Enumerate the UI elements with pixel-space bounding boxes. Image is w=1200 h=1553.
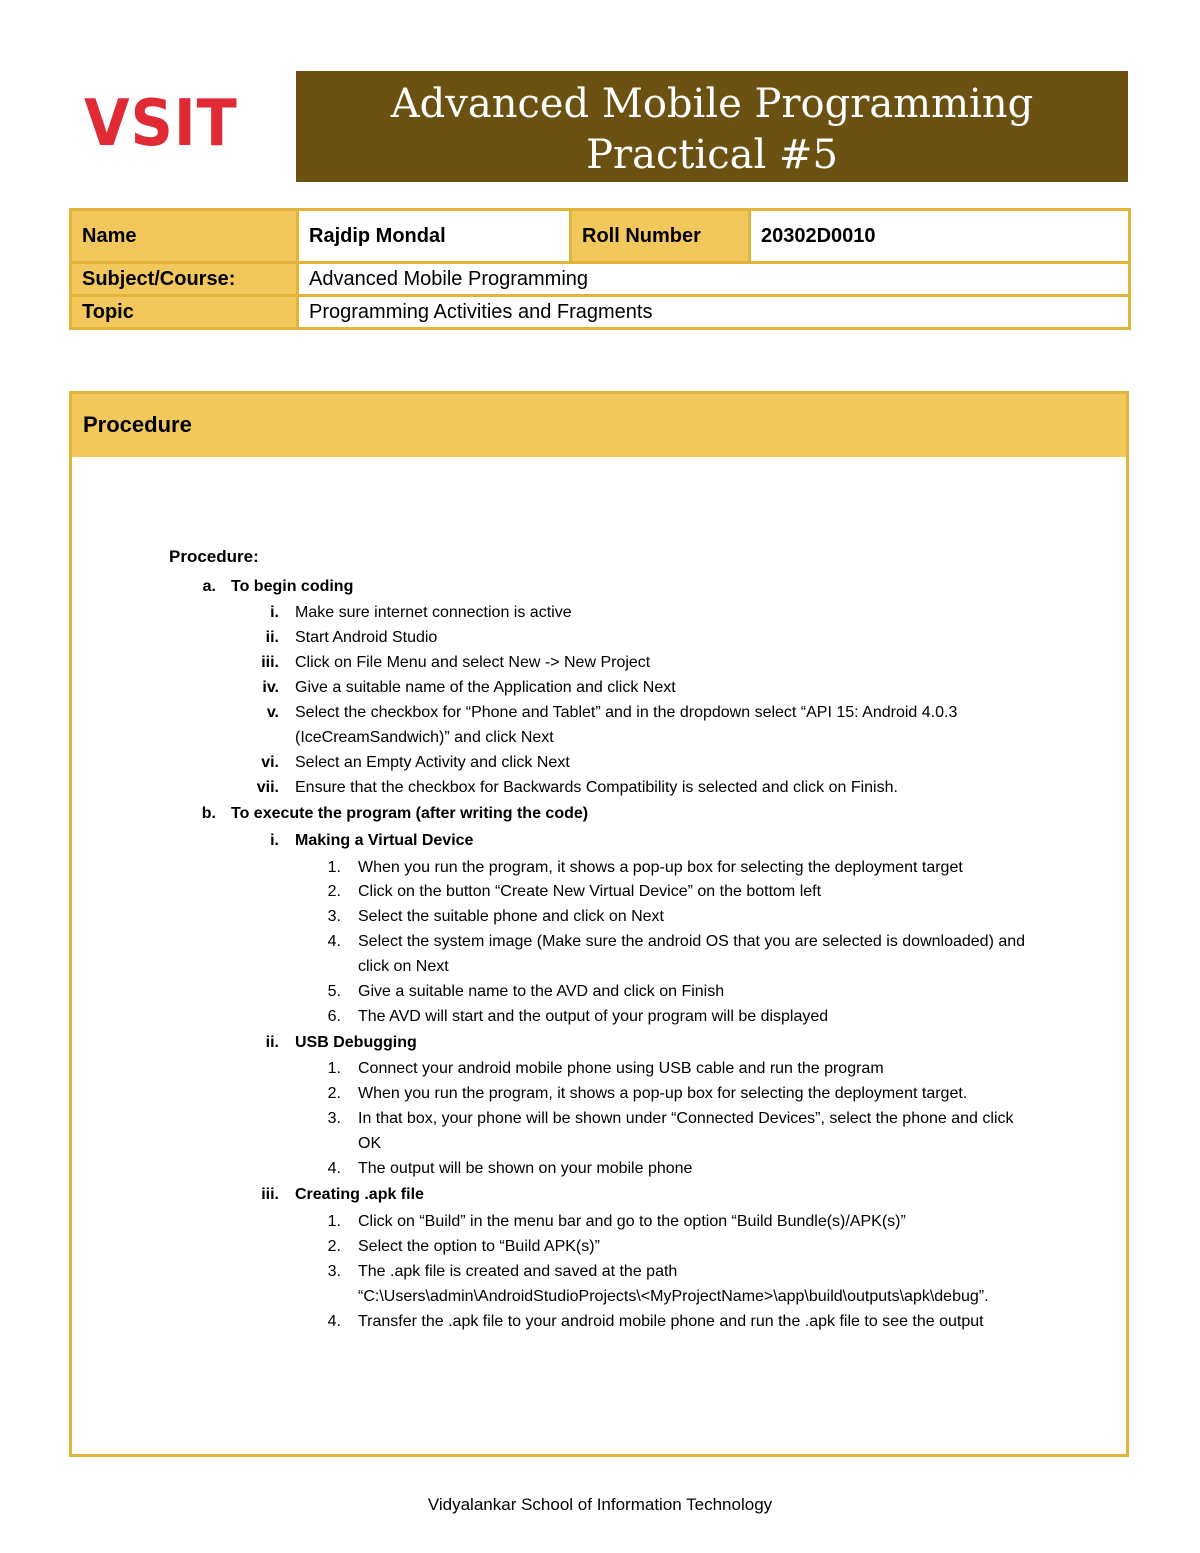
section-a-marker: a. <box>202 578 216 595</box>
subsection-heading: Creating .apk file <box>295 1186 424 1203</box>
procedure-header <box>72 394 1126 457</box>
step-text: Select an Empty Activity and click Next <box>295 754 570 771</box>
step-text: Select the suitable phone and click on Next <box>358 908 664 925</box>
step-marker: ii. <box>265 629 279 646</box>
step-text: The .apk file is created and saved at the path <box>358 1263 678 1280</box>
step-marker: 3. <box>327 1263 341 1280</box>
step-marker: 4. <box>327 1313 341 1330</box>
step-text-continued: (IceCreamSandwich)” and click Next <box>295 729 554 746</box>
step-text-continued: click on Next <box>358 958 449 975</box>
procedure-header-label: Procedure <box>83 412 192 437</box>
step-text-continued: “C:\Users\admin\AndroidStudioProjects\<MyProjectName>\app\build\outputs\apk\debug”. <box>358 1288 989 1305</box>
step-text: Select the checkbox for “Phone and Tablet” and in the dropdown select “API 15: Android 4.0.3 <box>295 704 958 721</box>
step-marker: 3. <box>327 908 341 925</box>
step-marker: vi. <box>261 754 279 771</box>
name-value: Rajdip Mondal <box>298 210 571 263</box>
step-text: When you run the program, it shows a pop-up box for selecting the deployment target. <box>358 1085 968 1102</box>
banner-subtitle: Practical #5 <box>586 132 838 178</box>
subsection-marker: i. <box>270 832 279 849</box>
step-marker: 2. <box>327 1238 341 1255</box>
step-marker: vii. <box>256 779 279 796</box>
step-text: Transfer the .apk file to your android mobile phone and run the .apk file to see the output <box>358 1313 984 1330</box>
step-marker: 3. <box>327 1110 341 1127</box>
subsection-heading: USB Debugging <box>295 1034 417 1051</box>
vsit-logo: VSIT <box>84 87 238 161</box>
subsection-heading: Making a Virtual Device <box>295 832 474 849</box>
subsection-marker: iii. <box>261 1186 279 1203</box>
step-text: In that box, your phone will be shown under “Connected Devices”, select the phone and click <box>358 1110 1014 1127</box>
step-marker: 6. <box>327 1008 341 1025</box>
step-text: Ensure that the checkbox for Backwards Compatibility is selected and click on Finish. <box>295 779 898 796</box>
step-marker: 5. <box>327 983 341 1000</box>
subject-value: Advanced Mobile Programming <box>298 263 1130 296</box>
title-banner <box>296 71 1128 182</box>
step-marker: 1. <box>327 1213 341 1230</box>
topic-label: Topic <box>71 296 298 329</box>
roll-number-label: Roll Number <box>571 210 750 263</box>
step-text: The AVD will start and the output of your program will be displayed <box>358 1008 829 1025</box>
procedure-title: Procedure: <box>169 547 259 566</box>
step-marker: 4. <box>327 1160 341 1177</box>
section-a-heading: To begin coding <box>231 578 354 595</box>
banner-title: Advanced Mobile Programming <box>390 81 1034 127</box>
step-text-continued: OK <box>358 1135 382 1152</box>
step-text: When you run the program, it shows a pop-up box for selecting the deployment target <box>358 859 963 876</box>
step-text: The output will be shown on your mobile phone <box>358 1160 693 1177</box>
step-marker: 4. <box>327 933 341 950</box>
step-text: Select the system image (Make sure the android OS that you are selected is downloaded) and <box>358 933 1026 950</box>
roll-number-value: 20302D0010 <box>750 210 1130 263</box>
section-b-heading: To execute the program (after writing the code) <box>231 805 589 822</box>
step-text: Click on “Build” in the menu bar and go to the option “Build Bundle(s)/APK(s)” <box>358 1213 906 1230</box>
topic-value: Programming Activities and Fragments <box>298 296 1130 329</box>
section-b-marker: b. <box>201 805 216 822</box>
step-text: Click on the button “Create New Virtual Device” on the bottom left <box>358 883 822 900</box>
step-text: Click on File Menu and select New -> New Project <box>295 654 651 671</box>
page-footer: Vidyalankar School of Information Technology <box>427 1495 773 1514</box>
step-marker: iii. <box>261 654 279 671</box>
step-text: Connect your android mobile phone using USB cable and run the program <box>358 1060 884 1077</box>
step-text: Give a suitable name of the Application and click Next <box>295 679 676 696</box>
step-text: Start Android Studio <box>295 629 438 646</box>
step-marker: 1. <box>327 859 341 876</box>
name-label: Name <box>71 210 298 263</box>
step-marker: i. <box>270 604 279 621</box>
step-marker: iv. <box>262 679 279 696</box>
step-text: Make sure internet connection is active <box>295 604 572 621</box>
step-marker: 2. <box>327 1085 341 1102</box>
step-marker: 1. <box>327 1060 341 1077</box>
student-info-table <box>69 208 1131 330</box>
subject-label: Subject/Course: <box>71 263 298 296</box>
step-text: Select the option to “Build APK(s)” <box>358 1238 600 1255</box>
step-marker: v. <box>266 704 279 721</box>
step-marker: 2. <box>327 883 341 900</box>
subsection-marker: ii. <box>265 1034 279 1051</box>
step-text: Give a suitable name to the AVD and click on Finish <box>358 983 725 1000</box>
